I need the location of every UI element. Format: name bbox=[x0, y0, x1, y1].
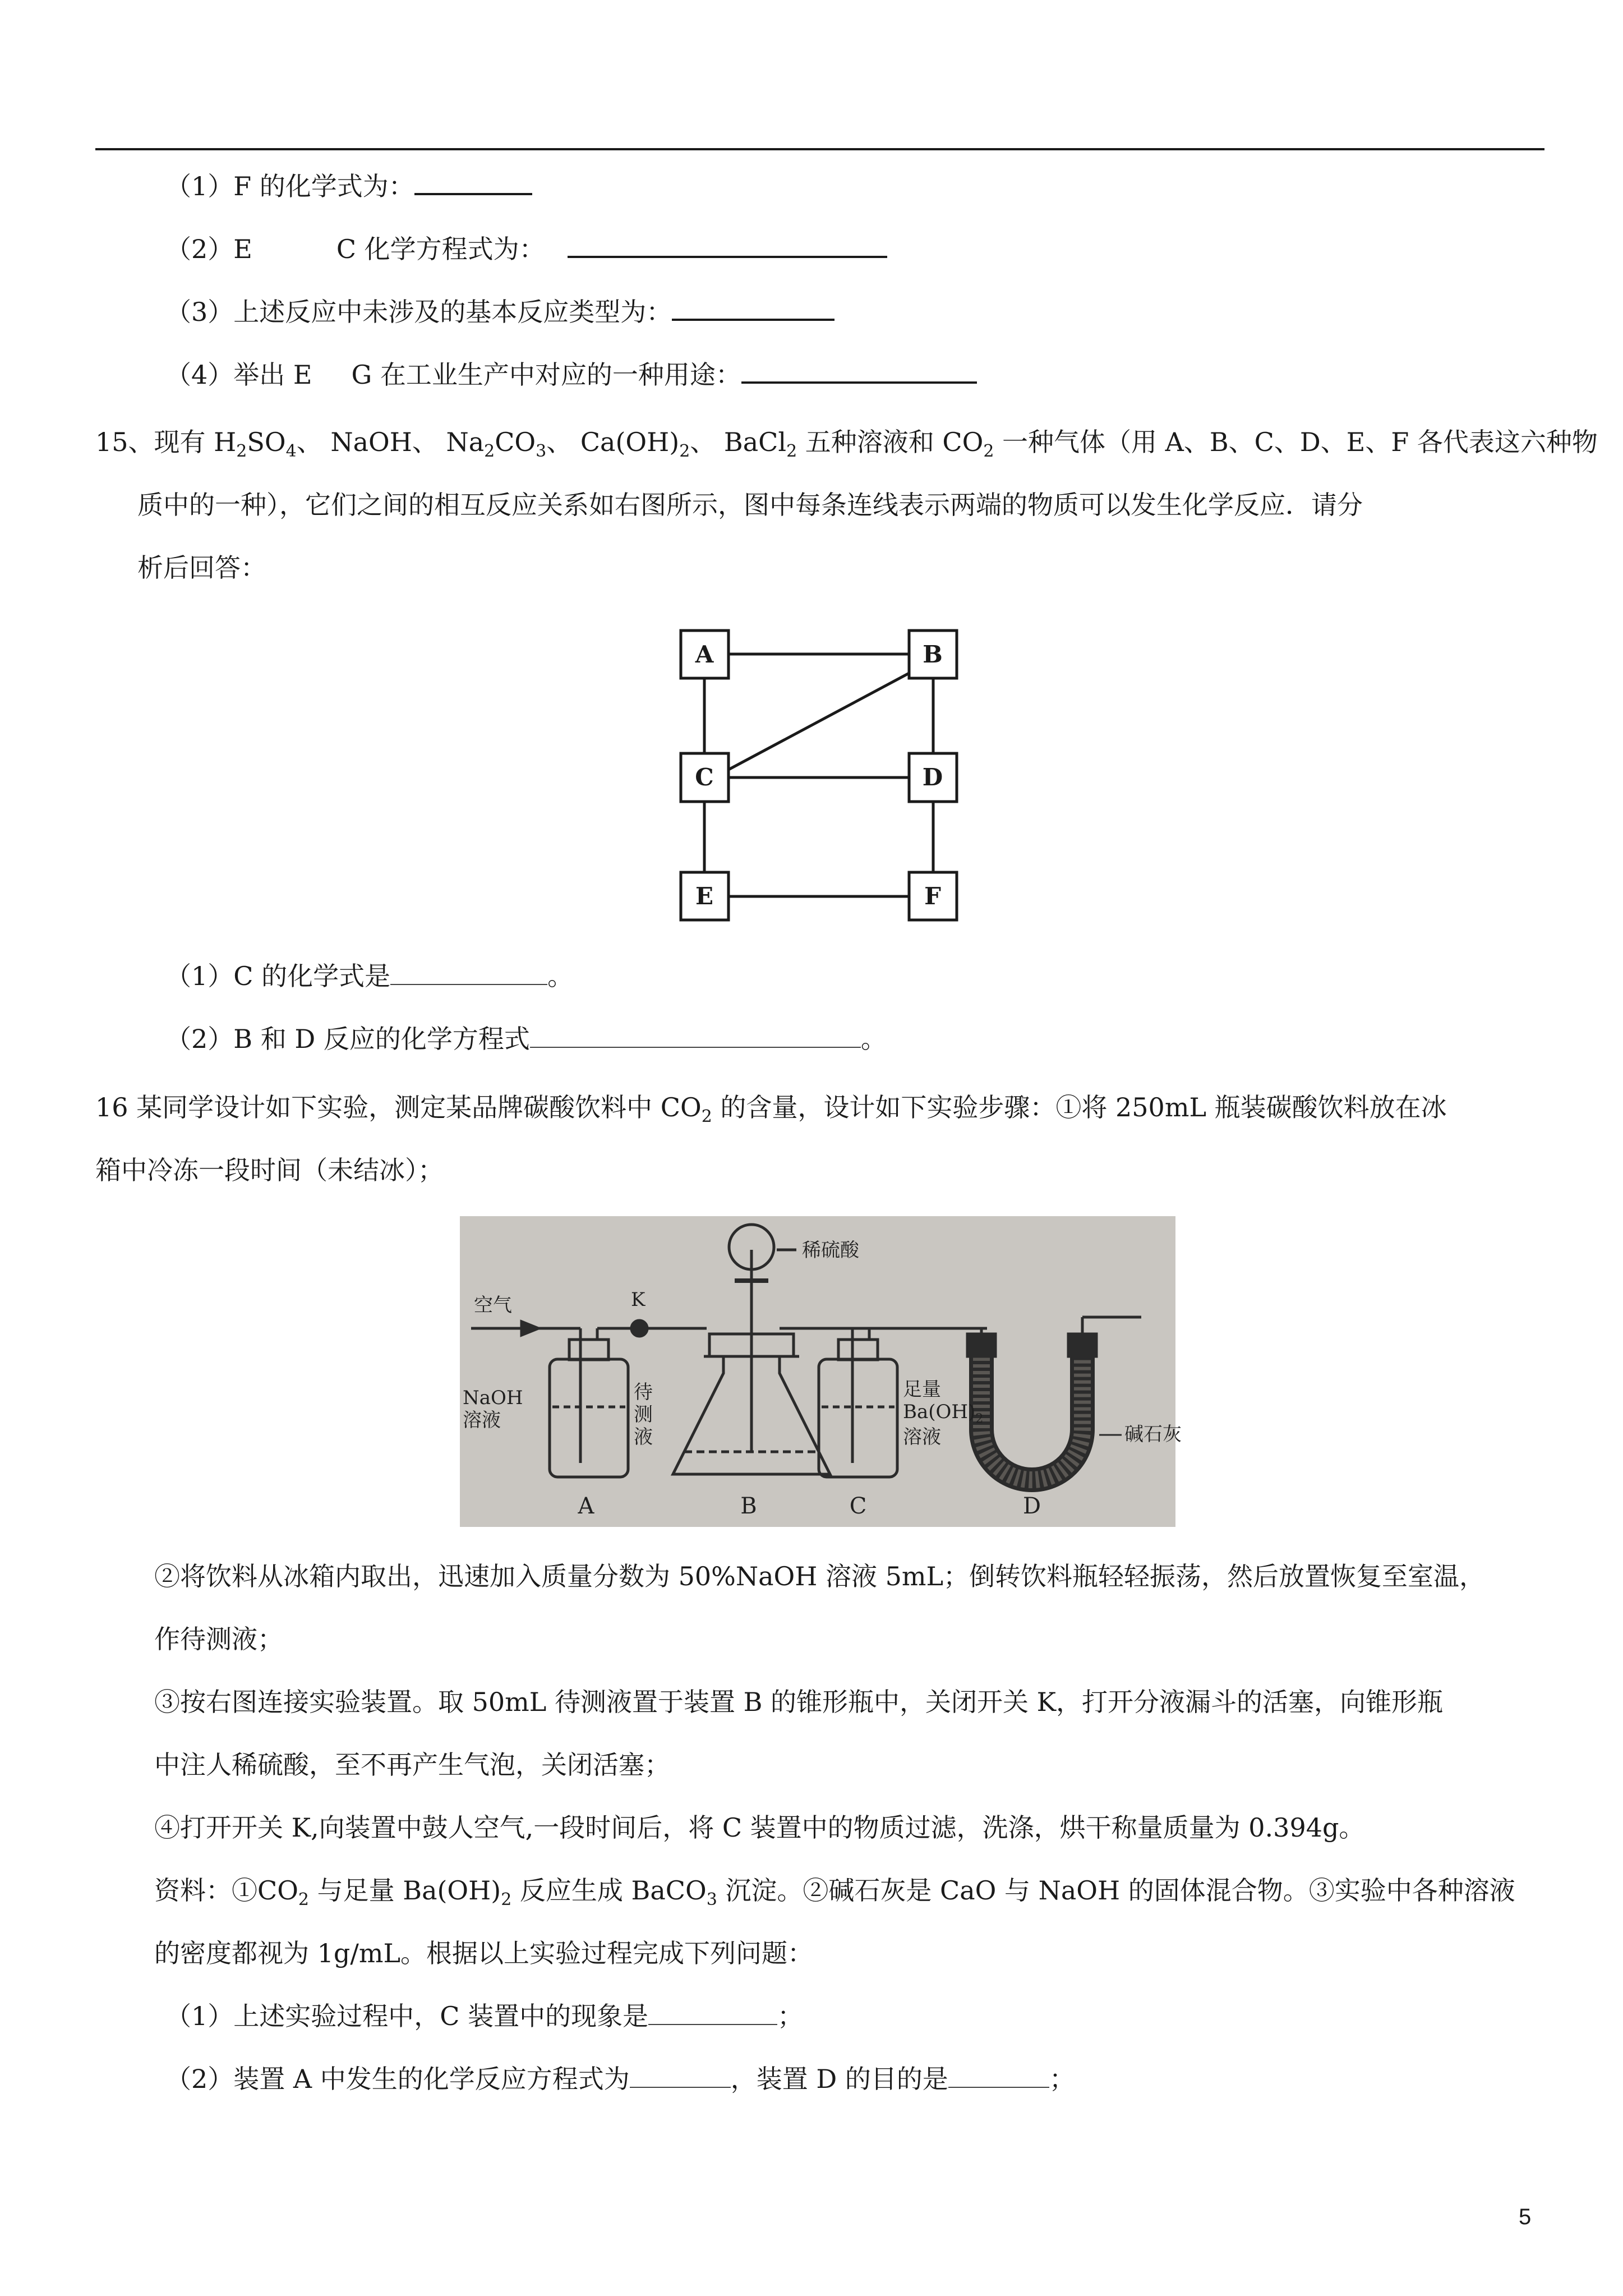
label-baoh2-solution: 溶液 bbox=[903, 1426, 941, 1448]
label-sample-1: 待 bbox=[634, 1381, 653, 1404]
valve-k[interactable] bbox=[631, 1320, 647, 1336]
apparatus-label-d: D bbox=[1022, 1493, 1041, 1519]
label-sample-3: 液 bbox=[634, 1426, 653, 1448]
q16-step-3-line-2: 中注人稀硫酸，至不再产生气泡，关闭活塞； bbox=[154, 1750, 670, 1780]
label-soda-lime: 碱石灰 bbox=[1124, 1423, 1182, 1446]
q16-question-2: （2）装置 A 中发生的化学反应方程式为 ，装置 D 的目的是 ； bbox=[165, 2062, 1075, 2096]
label-air: 空气 bbox=[474, 1294, 512, 1317]
node-a-label: A bbox=[695, 641, 714, 668]
q15-stem-line-1: 15、现有 $H_2SO_4$、 NaOH、 $Na_2CO_3$、 $Ca(OH)_2$、 BaCl$_2$ 五种溶液和 $CO_2$ 一种气体（用 A、B、C、D、E、F 各代表这六种物 bbox=[95, 427, 1598, 461]
q15-stem-line-3: 析后回答： bbox=[137, 553, 266, 583]
node-d-label: D bbox=[922, 763, 943, 791]
apparatus-label-c: C bbox=[849, 1493, 867, 1519]
q16-step-4: ④打开开关 K,向装置中鼓人空气,一段时间后，将 C 装置中的物质过滤，洗涤，烘干称量质量为 0.394g。 bbox=[154, 1812, 1365, 1843]
q16-step-2-line-1: ②将饮料从冰箱内取出，迅速加入质量分数为 50%NaOH 溶液 5mL；倒转饮料瓶轻轻振荡，然后放置恢复至室温， bbox=[154, 1561, 1486, 1591]
q16-stem-line-1: 16 某同学设计如下实验，测定某品牌碳酸饮料中 $CO_2$ 的含量，设计如下实验步骤：①将 250mL 瓶装碳酸饮料放在冰 bbox=[95, 1092, 1447, 1126]
edge-c-b bbox=[728, 673, 909, 770]
answer-blank[interactable] bbox=[948, 2062, 1049, 2088]
label-excess: 足量 bbox=[903, 1378, 941, 1401]
label-baoh2: $Ba(OH)_2$ bbox=[903, 1401, 984, 1426]
header-rule bbox=[95, 148, 1544, 150]
apparatus-label-a: A bbox=[578, 1493, 594, 1519]
q14-part-4: （4）举出 E G 在工业生产中对应的一种用途： bbox=[165, 357, 977, 392]
experiment-apparatus-photo bbox=[460, 1216, 1182, 1527]
q16-step-3-line-1: ③按右图连接实验装置。取 50mL 待测液置于装置 B 的锥形瓶中，关闭开关 K，打开分液漏斗的活塞，向锥形瓶 bbox=[154, 1687, 1443, 1717]
answer-blank[interactable] bbox=[741, 357, 977, 384]
q16-info-line-1: 资料：$①CO_2$ 与足量 $Ba(OH)_2$ 反应生成 BaCO$_3$ 沉淀。②碱石灰是 CaO 与 NaOH 的固体混合物。③实验中各种溶液 bbox=[154, 1875, 1515, 1910]
answer-blank[interactable] bbox=[390, 959, 547, 985]
label-naoh-solution: 溶液 bbox=[463, 1409, 501, 1432]
answer-blank[interactable] bbox=[568, 231, 887, 258]
q16-question-1: （1）上述实验过程中，C 装置中的现象是 ； bbox=[165, 1999, 803, 2033]
q16-info-line-2: 的密度都视为 1g/mL。根据以上实验过程完成下列问题： bbox=[154, 1938, 813, 1968]
label-sample-2: 测 bbox=[634, 1404, 653, 1426]
q16-step-2-line-2: 作待测液； bbox=[154, 1624, 283, 1654]
answer-blank[interactable] bbox=[672, 294, 834, 321]
answer-blank[interactable] bbox=[630, 2062, 731, 2088]
q14-part-2: （2）E C 化学方程式为： bbox=[165, 231, 887, 266]
q16-stem-line-2: 箱中冷冻一段时间（未结冰）； bbox=[95, 1155, 444, 1185]
label-naoh: NaOH bbox=[463, 1387, 523, 1409]
answer-blank[interactable] bbox=[648, 1999, 777, 2025]
apparatus-label-b: B bbox=[740, 1493, 757, 1519]
node-b-label: B bbox=[923, 641, 943, 668]
q14-part-1: （1）F 的化学式为： bbox=[165, 168, 532, 203]
reaction-network-diagram bbox=[673, 623, 965, 926]
q15-question-1: （1）C 的化学式是 。 bbox=[165, 959, 573, 993]
node-e-label: E bbox=[695, 882, 714, 910]
answer-blank[interactable] bbox=[414, 168, 532, 195]
q14-part-3: （3）上述反应中未涉及的基本反应类型为： bbox=[165, 294, 834, 329]
q15-question-2: （2）B 和 D 反应的化学方程式 。 bbox=[165, 1022, 887, 1056]
page-number: 5 bbox=[1519, 2205, 1532, 2229]
label-dilute-sulfuric-acid: 稀硫酸 bbox=[802, 1239, 859, 1262]
node-f-label: F bbox=[924, 882, 941, 910]
q15-stem-line-2: 质中的一种），它们之间的相互反应关系如右图所示，图中每条连线表示两端的物质可以发生化学反应．请分 bbox=[137, 490, 1363, 520]
label-k: K bbox=[631, 1289, 645, 1311]
node-c-label: C bbox=[695, 763, 714, 791]
answer-blank[interactable] bbox=[530, 1022, 861, 1048]
